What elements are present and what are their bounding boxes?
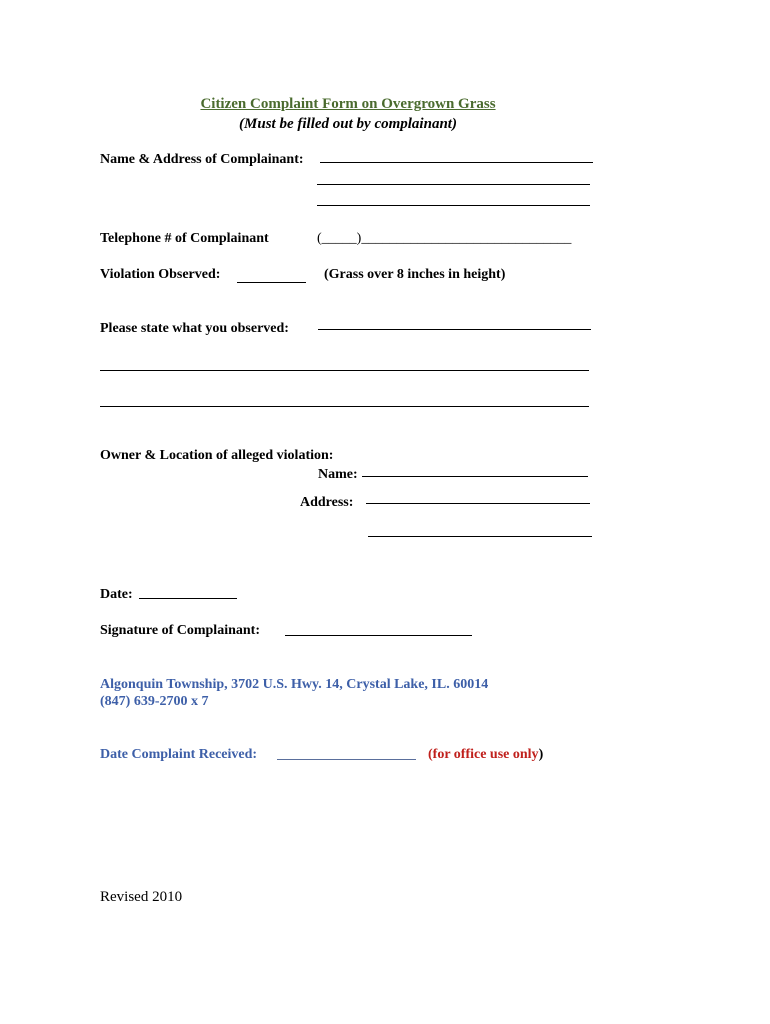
name-address-line-3[interactable] — [317, 205, 590, 206]
observed-label: Please state what you observed: — [100, 321, 289, 336]
received-label: Date Complaint Received: — [100, 747, 258, 762]
office-use-close-paren: ) — [538, 747, 544, 762]
violation-line[interactable] — [237, 282, 306, 283]
telephone-field[interactable]: (_____)______________________________ — [317, 231, 572, 246]
name-address-label: Name & Address of Complainant: — [100, 152, 304, 167]
date-line[interactable] — [139, 598, 237, 599]
owner-address-label: Address: — [300, 495, 354, 510]
telephone-label: Telephone # of Complainant — [100, 231, 269, 246]
signature-line[interactable] — [285, 635, 472, 636]
name-address-line-2[interactable] — [317, 184, 590, 185]
owner-address-line-1[interactable] — [366, 503, 590, 504]
form-subtitle: (Must be filled out by complainant) — [239, 116, 457, 132]
office-phone: (847) 639-2700 x 7 — [100, 694, 209, 709]
office-address: Algonquin Township, 3702 U.S. Hwy. 14, Crystal Lake, IL. 60014 — [100, 677, 489, 692]
owner-name-label: Name: — [318, 467, 358, 482]
owner-address-line-2[interactable] — [368, 536, 592, 537]
signature-label: Signature of Complainant: — [100, 623, 260, 638]
office-use-note — [428, 747, 543, 763]
date-label: Date: — [100, 587, 133, 602]
observed-line-3[interactable] — [100, 406, 589, 407]
observed-line-2[interactable] — [100, 370, 589, 371]
form-title: Citizen Complaint Form on Overgrown Grass — [200, 96, 496, 112]
name-address-line-1[interactable] — [320, 162, 593, 163]
observed-line-1[interactable] — [318, 329, 591, 330]
office-use-text: (for office use only — [428, 747, 539, 762]
owner-location-label: Owner & Location of alleged violation: — [100, 448, 334, 463]
violation-label: Violation Observed: — [100, 267, 221, 282]
revised-note: Revised 2010 — [100, 889, 183, 905]
violation-note: (Grass over 8 inches in height) — [324, 267, 506, 282]
received-line[interactable] — [277, 759, 416, 760]
owner-name-line[interactable] — [362, 476, 588, 477]
